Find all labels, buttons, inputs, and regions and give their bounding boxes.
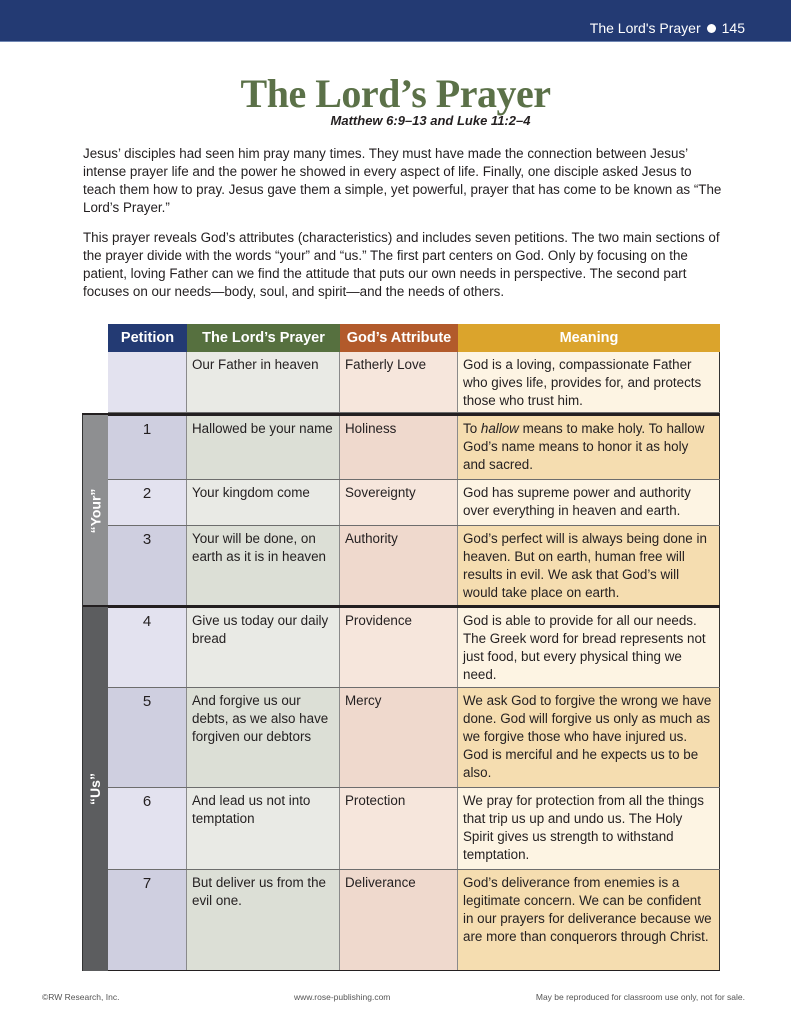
section-us-text: “Us”: [87, 773, 103, 805]
meaning-text: God’s deliverance from enemies is a legitimate concern. We can be confident in our prayers for deliverance because we are more than conquerors through Christ.: [458, 870, 720, 970]
attribute-text: Protection: [340, 788, 458, 869]
table-left-border: [82, 415, 83, 971]
header-bar: [0, 0, 791, 42]
footer-website: www.rose-publishing.com: [294, 992, 391, 1002]
running-head: [590, 20, 745, 36]
petition-number: 5: [108, 688, 187, 787]
prayer-text: Hallowed be your name: [187, 416, 340, 479]
bullet-icon: [707, 24, 716, 33]
table-row: [108, 870, 720, 971]
page-title: The Lord’s Prayer: [240, 71, 551, 116]
attribute-text: Deliverance: [340, 870, 458, 970]
meaning-text: God has supreme power and authority over everything in heaven and earth.: [458, 480, 720, 525]
petition-number: 6: [108, 788, 187, 869]
header-attribute: God’s Attribute: [340, 324, 458, 352]
attribute-text: Authority: [340, 526, 458, 605]
attribute-text: Fatherly Love: [340, 352, 458, 412]
prayer-text: And forgive us our debts, as we also have forgiven our debtors: [187, 688, 340, 787]
prayer-text: Give us today our daily bread: [187, 608, 340, 687]
section-your-text: “Your”: [87, 488, 104, 533]
intro-paragraph-1: Jesus’ disciples had seen him pray many times. They must have made the connection between Jesus’ intense prayer life and the power he showed in every aspect of life. Finally, one disciple asked Jesus to teach them how to pray. Jesus gave them a simple, yet powerful, prayer that has come to be known as “The Lord’s Prayer.”: [83, 146, 722, 215]
running-title: The Lord's Prayer: [589, 20, 701, 36]
prayer-text: But deliver us from the evil one.: [187, 870, 340, 970]
table-row: [108, 688, 720, 788]
prayer-text: Our Father in heaven: [187, 352, 340, 412]
table-row: [108, 608, 720, 688]
attribute-text: Mercy: [340, 688, 458, 787]
attribute-text: Holiness: [340, 416, 458, 479]
attribute-text: Providence: [340, 608, 458, 687]
petition-number: 7: [108, 870, 187, 970]
meaning-text-pre: To: [463, 421, 481, 436]
prayer-text: Your kingdom come: [187, 480, 340, 525]
footer-copyright: ©RW Research, Inc.: [42, 992, 120, 1002]
section-label-us: [82, 607, 108, 971]
meaning-text-post: means to make holy. To hallow God’s name means to honor it as holy and sacred.: [463, 421, 705, 472]
table-row: [108, 352, 720, 413]
page-number: 145: [721, 20, 745, 36]
meaning-text-emphasis: hallow: [480, 421, 519, 436]
table-row: [108, 788, 720, 870]
section-label-your: [82, 415, 108, 606]
header-petition: Petition: [108, 324, 187, 352]
table-row: [108, 526, 720, 606]
meaning-text: We pray for protection from all the things that trip us up and undo us. The Holy Spirit gives us strength to withstand temptation.: [458, 788, 720, 869]
petition-number: [108, 352, 187, 412]
petition-number: 3: [108, 526, 187, 605]
meaning-text: God is able to provide for all our needs. The Greek word for bread represents not just food, but every physical thing we need.: [458, 608, 720, 687]
attribute-text: Sovereignty: [340, 480, 458, 525]
scripture-reference: Matthew 6:9–13 and Luke 11:2–4: [330, 113, 531, 128]
petition-number: 4: [108, 608, 187, 687]
meaning-text: God is a loving, compassionate Father who gives life, provides for, and protects those who trust him.: [458, 352, 720, 412]
intro-paragraph-2: This prayer reveals God’s attributes (characteristics) and includes seven petitions. The two main sections of the prayer divide with the words “your” and “us.” The first part centers on God. Only by focusing on the patient, loving Father can we find the attitude that puts our own needs in perspective. The second part focuses on our needs—body, soul, and spirit—and the needs of others.: [83, 230, 720, 299]
petition-number: 1: [108, 416, 187, 479]
prayer-text: Your will be done, on earth as it is in heaven: [187, 526, 340, 605]
header-prayer: The Lord’s Prayer: [187, 324, 340, 352]
meaning-text: We ask God to forgive the wrong we have done. God will forgive us only as much as we forgive those who have injured us. God is merciful and he expects us to be also.: [458, 688, 720, 787]
footer-notice: May be reproduced for classroom use only, not for sale.: [535, 992, 745, 1002]
petition-number: 2: [108, 480, 187, 525]
table-row: [108, 480, 720, 526]
prayer-text: And lead us not into temptation: [187, 788, 340, 869]
meaning-text: [458, 416, 720, 479]
header-meaning: Meaning: [458, 324, 720, 352]
table-row: [108, 416, 720, 480]
meaning-text: God’s perfect will is always being done in heaven. But on earth, human free will results in evil. We ask that God’s will would take place on earth.: [458, 526, 720, 605]
